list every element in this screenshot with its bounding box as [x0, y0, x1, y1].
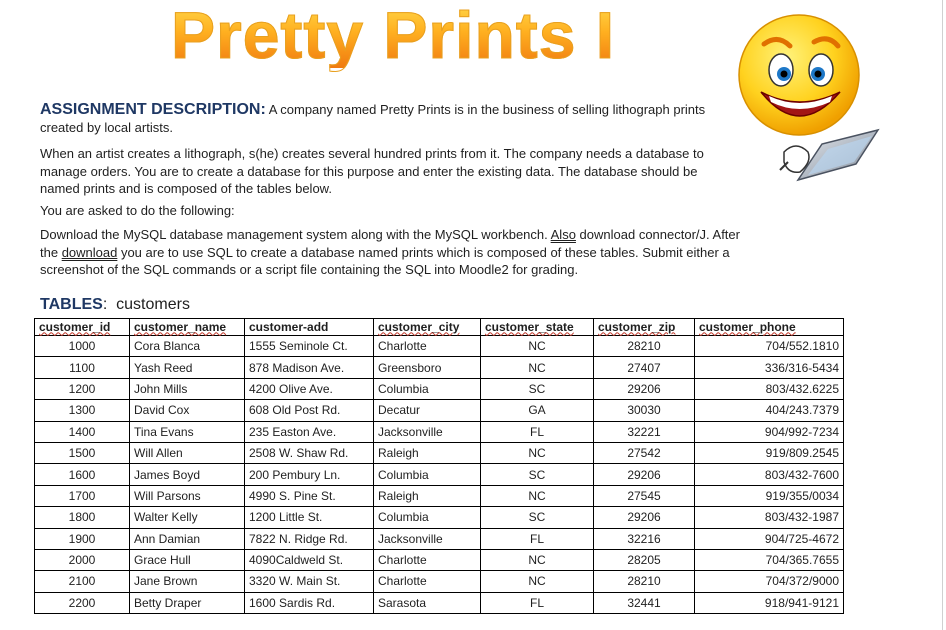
table-cell: 28210 — [594, 571, 695, 592]
table-cell: 803/432-1987 — [695, 507, 844, 528]
table-cell: SC — [481, 507, 594, 528]
document-title: Pretty Prints I — [171, 0, 616, 72]
table-cell: Sarasota — [374, 592, 481, 613]
table-cell: 30030 — [594, 400, 695, 421]
table-cell: Greensboro — [374, 357, 481, 378]
table-cell: 29206 — [594, 507, 695, 528]
table-cell: GA — [481, 400, 594, 421]
table-cell: Will Parsons — [130, 485, 245, 506]
table-cell: 704/552.1810 — [695, 336, 844, 357]
page-edge-divider — [942, 0, 943, 630]
customers-table — [34, 318, 844, 614]
tables-label — [40, 296, 190, 314]
table-cell: 4990 S. Pine St. — [245, 485, 374, 506]
table-row — [35, 528, 844, 549]
tables-heading: TABLES — [40, 296, 103, 313]
table-cell: 704/365.7655 — [695, 549, 844, 570]
assignment-heading: ASSIGNMENT DESCRIPTION — [40, 101, 261, 118]
table-row — [35, 336, 844, 357]
para3-part-b: download connector/J. After the — [40, 227, 740, 260]
assignment-heading-colon: : — [260, 101, 266, 118]
table-row — [35, 592, 844, 613]
table-cell: 1600 — [35, 464, 130, 485]
column-header: customer_state — [481, 319, 594, 336]
table-cell: 1100 — [35, 357, 130, 378]
table-cell: 28210 — [594, 336, 695, 357]
table-cell: Charlotte — [374, 336, 481, 357]
table-cell: NC — [481, 571, 594, 592]
table-cell: 2000 — [35, 549, 130, 570]
table-cell: 904/725-4672 — [695, 528, 844, 549]
table-row — [35, 378, 844, 399]
table-cell: Betty Draper — [130, 592, 245, 613]
table-cell: Columbia — [374, 464, 481, 485]
para3-part-a: Download the MySQL database management system along with the MySQL workbench. — [40, 227, 551, 242]
table-cell: 1500 — [35, 442, 130, 463]
table-cell: Walter Kelly — [130, 507, 245, 528]
table-row — [35, 549, 844, 570]
column-header: customer_city — [374, 319, 481, 336]
table-cell: FL — [481, 528, 594, 549]
table-cell: Charlotte — [374, 571, 481, 592]
table-row — [35, 571, 844, 592]
table-cell: 27407 — [594, 357, 695, 378]
tables-colon: : — [102, 296, 108, 313]
table-cell: 32441 — [594, 592, 695, 613]
table-cell: 29206 — [594, 464, 695, 485]
para3-download: download — [61, 244, 118, 260]
column-header: customer_id — [35, 319, 130, 336]
table-cell: Yash Reed — [130, 357, 245, 378]
para3-part-c: you are to use SQL to create a database named prints which is composed of these tables. Submit either a screenshot of the SQL commands or a script file containing the SQL into Moodle2 for grading. — [40, 244, 730, 277]
table-cell: 1400 — [35, 421, 130, 442]
table-cell: John Mills — [130, 378, 245, 399]
table-cell: 918/941-9121 — [695, 592, 844, 613]
table-cell: 2508 W. Shaw Rd. — [245, 442, 374, 463]
table-cell: 608 Old Post Rd. — [245, 400, 374, 421]
table-cell: Tina Evans — [130, 421, 245, 442]
assignment-intro-paragraph — [40, 101, 740, 136]
table-header-row — [35, 319, 844, 336]
table-row — [35, 357, 844, 378]
table-cell: Will Allen — [130, 442, 245, 463]
table-cell: 1000 — [35, 336, 130, 357]
table-cell: NC — [481, 549, 594, 570]
table-cell: 803/432-7600 — [695, 464, 844, 485]
table-cell: Columbia — [374, 507, 481, 528]
table-cell: 7822 N. Ridge Rd. — [245, 528, 374, 549]
table-cell: NC — [481, 485, 594, 506]
table-cell: 2100 — [35, 571, 130, 592]
paragraph-download-instructions — [40, 226, 740, 279]
table-cell: 803/432.6225 — [695, 378, 844, 399]
table-cell: 200 Pembury Ln. — [245, 464, 374, 485]
table-cell: 919/355/0034 — [695, 485, 844, 506]
table-cell: Jacksonville — [374, 528, 481, 549]
table-cell: Ann Damian — [130, 528, 245, 549]
table-cell: 1555 Seminole Ct. — [245, 336, 374, 357]
table-cell: SC — [481, 464, 594, 485]
table-row — [35, 400, 844, 421]
table-cell: Raleigh — [374, 442, 481, 463]
column-header: customer-add — [245, 319, 374, 336]
table-cell: Jacksonville — [374, 421, 481, 442]
table-cell: 1700 — [35, 485, 130, 506]
table-cell: Grace Hull — [130, 549, 245, 570]
table-cell: Cora Blanca — [130, 336, 245, 357]
table-cell: 336/316-5434 — [695, 357, 844, 378]
table-row — [35, 464, 844, 485]
table-cell: Jane Brown — [130, 571, 245, 592]
table-cell: 3320 W. Main St. — [245, 571, 374, 592]
para3-also: Also — [550, 227, 576, 242]
smiley-laptop-illustration — [736, 12, 886, 197]
table-cell: FL — [481, 421, 594, 442]
table-cell: 4200 Olive Ave. — [245, 378, 374, 399]
table-cell: 2200 — [35, 592, 130, 613]
table-cell: 4090Caldweld St. — [245, 549, 374, 570]
table-cell: NC — [481, 336, 594, 357]
table-cell: 904/992-7234 — [695, 421, 844, 442]
paragraph-lithograph: When an artist creates a lithograph, s(he) creates several hundred prints from it. The company needs a database to manage orders. You are to create a database for this purpose and enter the existing data. The database should be named prints and is composed of the tables below. — [40, 146, 704, 196]
table-cell: NC — [481, 442, 594, 463]
column-header: customer_phone — [695, 319, 844, 336]
table-cell: 1200 Little St. — [245, 507, 374, 528]
table-row — [35, 421, 844, 442]
table-cell: 1600 Sardis Rd. — [245, 592, 374, 613]
table-cell: NC — [481, 357, 594, 378]
table-cell: 1300 — [35, 400, 130, 421]
table-cell: 919/809.2545 — [695, 442, 844, 463]
table-cell: 27545 — [594, 485, 695, 506]
table-cell: 28205 — [594, 549, 695, 570]
table-row — [35, 485, 844, 506]
table-cell: 404/243.7379 — [695, 400, 844, 421]
table-cell: 878 Madison Ave. — [245, 357, 374, 378]
table-cell: 235 Easton Ave. — [245, 421, 374, 442]
table-cell: Charlotte — [374, 549, 481, 570]
table-cell: 704/372/9000 — [695, 571, 844, 592]
table-name: customers — [116, 296, 190, 313]
table-cell: James Boyd — [130, 464, 245, 485]
table-cell: Columbia — [374, 378, 481, 399]
table-cell: 1800 — [35, 507, 130, 528]
table-cell: 32216 — [594, 528, 695, 549]
column-header: customer_name — [130, 319, 245, 336]
table-cell: 32221 — [594, 421, 695, 442]
table-cell: 27542 — [594, 442, 695, 463]
column-header: customer_zip — [594, 319, 695, 336]
table-cell: 1200 — [35, 378, 130, 399]
table-cell: 29206 — [594, 378, 695, 399]
assignment-intro-text: A company named Pretty Prints is in the business of selling lithograph prints created by local artists. — [40, 102, 706, 135]
table-cell: FL — [481, 592, 594, 613]
paragraph-instructions-lead: You are asked to do the following: — [40, 203, 235, 218]
table-row — [35, 442, 844, 463]
table-cell: Raleigh — [374, 485, 481, 506]
table-cell: SC — [481, 378, 594, 399]
table-cell: Decatur — [374, 400, 481, 421]
table-cell: 1900 — [35, 528, 130, 549]
table-cell: David Cox — [130, 400, 245, 421]
table-row — [35, 507, 844, 528]
